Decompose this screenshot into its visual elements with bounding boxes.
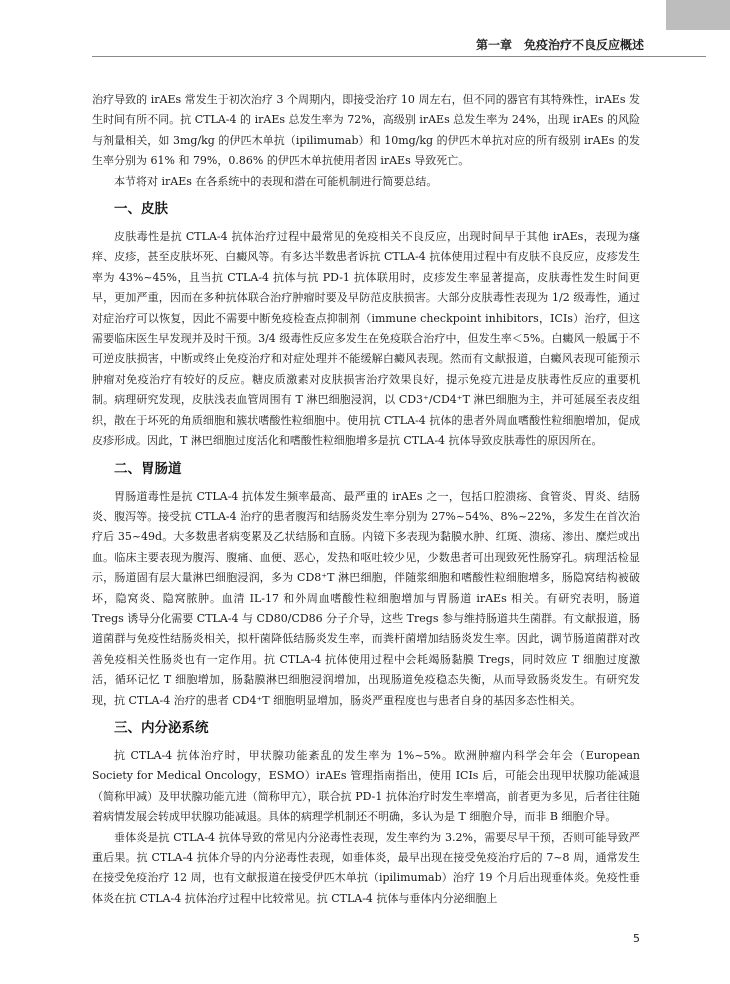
intro-paragraph: 治疗导致的 irAEs 常发生于初次治疗 3 个周期内，即接受治疗 10 周左右，但不同的器官有其特殊性，irAEs 发生时间有所不同。抗 CTLA-4 的 irAEs 总发生率为 72%，高级别 irAEs 总发生率为 24%，出现 irAEs 的风险与剂量相关，如 3mg/kg 的伊匹木单抗（ipilimumab）和 10mg/kg 的伊匹木单抗对应的所有级别 irAEs 的发生率分别为 61% 和 79%，0.86% 的伊匹木单抗使用者因 irAEs 导致死亡。 [92,93,640,168]
section-heading-skin: 一、皮肤 [114,201,168,218]
intro-summary-paragraph: 本节将对 irAEs 在各系统中的表现和潜在可能机制进行简要总结。 [114,174,438,188]
header-rule [92,56,706,57]
page-body [92,90,640,909]
gastrointestinal-paragraph: 胃肠道毒性是抗 CTLA-4 抗体发生频率最高、最严重的 irAEs 之一，包括口腔溃疡、食管炎、胃炎、结肠炎、腹泻等。接受抗 CTLA-4 治疗的患者腹泻和结肠炎发生率分别为 27%~54%、8%~22%，多发生在首次治疗后 35~49d。大多数患者病变累及乙状结肠和直肠。内镜下多表现为黏膜水肿、红斑、溃疡、渗出、糜烂或出血。临床主要表现为腹泻、腹痛、血便、恶心，发热和呕吐较少见，少数患者可出现致死性肠穿孔。病理活检显示，肠道固有层大量淋巴细胞浸润，多为 CD8⁺T 淋巴细胞，伴随浆细胞和嗜酸性粒细胞增多，肠隐窝结构被破坏，隐窝炎、隐窝脓肿。血清 IL-17 和外周血嗜酸性粒细胞增加与胃肠道 irAEs 相关。有研究表明，肠道 Tregs 诱导分化需要 CTLA-4 与 CD80/CD86 分子介导，这些 Tregs 参与维持肠道共生菌群。有文献报道，肠道菌群与免疫性结肠炎相关，拟杆菌降低结肠炎发生率，而粪杆菌增加结肠炎发生率。因此，调节肠道菌群对改善免疫相关性肠炎也有一定作用。抗 CTLA-4 抗体使用过程中会耗竭肠黏膜 Tregs，同时效应 T 细胞过度激活，循环记忆 T 细胞增加，肠黏膜淋巴细胞浸润增加，出现肠道免疫稳态失衡，从而导致肠炎发生。有研究发现，抗 CTLA-4 治疗的患者 CD4⁺T 细胞明显增加，肠炎严重程度也与患者自身的基因多态性相关。 [92,489,640,707]
section-heading-gastrointestinal: 二、胃肠道 [114,460,182,477]
endocrine-thyroid-paragraph: 抗 CTLA-4 抗体治疗时，甲状腺功能紊乱的发生率为 1%~5%。欧洲肿瘤内科学会年会（European Society for Medical Oncology，ESMO）irAEs 管理指南指出，使用 ICIs 后，可能会出现甲状腺功能减退（简称甲减）及甲状腺功能亢进（简称甲亢），联合抗 PD-1 抗体治疗时发生率增高，前者更为多见，后者往往随着病情发展会转成甲状腺功能减退。具体的病理学机制还不明确，多认为是 T 细胞介导，而非 B 细胞介导。 [92,748,640,824]
corner-tab [666,0,730,30]
section-heading-endocrine: 三、内分泌系统 [114,719,209,736]
running-header [0,34,730,58]
endocrine-hypophysitis-paragraph: 垂体炎是抗 CTLA-4 抗体导致的常见内分泌毒性表现，发生率约为 3.2%，需要尽早干预，否则可能导致严重后果。抗 CTLA-4 抗体介导的内分泌毒性表现，如垂体炎，最早出现在接受免疫治疗后的 7~8 周，通常发生在接受免疫治疗 12 周，也有文献报道在接受伊匹木单抗（ipilimumab）治疗 19 个月后出现垂体炎。免疫性垂体炎在抗 CTLA-4 抗体治疗过程中比较常见。抗 CTLA-4 抗体与垂体内分泌细胞上 [92,830,640,905]
page-number: 5 [633,932,640,945]
chapter-title: 第一章 免疫治疗不良反应概述 [475,38,644,52]
skin-paragraph: 皮肤毒性是抗 CTLA-4 抗体治疗过程中最常见的免疫相关不良反应，出现时间早于其他 irAEs，表现为瘙痒、皮疹，甚至皮肤坏死、白癜风等。有多达半数患者诉抗 CTLA-4 抗体使用过程中有皮肤不良反应，皮疹发生率为 43%~45%，且当抗 CTLA-4 抗体与抗 PD-1 抗体联用时，皮疹发生率显著提高，皮肤毒性发生时间更早，更加严重，因而在多种抗体联合治疗肿瘤时要及早防范皮肤损害。大部分皮肤毒性表现为 1/2 级毒性，通过对症治疗可以恢复，因此不需要中断免疫检查点抑制剂（immune checkpoint inhibitors，ICIs）治疗，但这需要临床医生早发现并及时干预。3/4 级毒性反应多发生在免疫联合治疗中，但发生率＜5%。白癜风一般属于不可逆皮肤损害，中断或终止免疫治疗和对症处理并不能缓解白癜风表现。然而有文献报道，白癜风表现可能预示肿瘤对免疫治疗有较好的反应。糖皮质激素对皮肤损害治疗效果良好，提示免疫亢进是皮肤毒性反应的重要机制。病理研究发现，皮肤浅表血管周围有 T 淋巴细胞浸润，以 CD3⁺/CD4⁺T 淋巴细胞为主，并可延展至表皮组织，散在于坏死的角质细胞和簇状嗜酸性粒细胞中。使用抗 CTLA-4 抗体的患者外周血嗜酸性粒细胞增加，促成皮疹形成。因此，T 淋巴细胞过度活化和嗜酸性粒细胞增多是抗 CTLA-4 抗体导致皮肤毒性的原因所在。 [92,230,640,448]
